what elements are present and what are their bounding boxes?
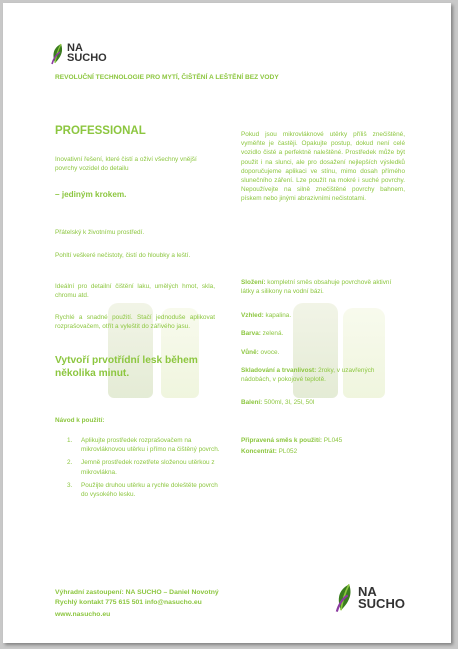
- step-text: Jemně prostředek rozetřete složenou utěrkou z mikrovlákna.: [81, 459, 215, 476]
- slogan: – jediným krokem.: [55, 190, 127, 199]
- leaf-logo-icon: [335, 583, 355, 613]
- spec-value: 500ml, 3l, 25l, 50l: [262, 399, 315, 406]
- howto-steps: [55, 436, 225, 503]
- spec-value: kapalina.: [263, 312, 292, 319]
- product-code-ready: [241, 436, 342, 445]
- product-code-concentrate: [241, 447, 297, 456]
- footer-representation: Výhradní zastoupení: NA SUCHO – Daniel Novotný: [55, 589, 219, 596]
- spec-label: Vůně:: [241, 349, 259, 356]
- spec-value: zelená.: [260, 330, 284, 337]
- logo-text-sucho: SUCHO: [358, 596, 405, 611]
- footer-website: www.nasucho.eu: [55, 611, 111, 618]
- paragraph-usage: Rychlé a snadné použití. Stačí jednoduše aplikovat rozprašovačem, otřít a vyleštit do zářivého jasu.: [55, 314, 215, 331]
- paragraph-instructions: Pokud jsou mikrovláknové utěrky příliš znečištěné, vyměňte je častěji. Opakujte postup, dokud není celé vozidlo čisté a perfektně naleštěné. Prostředek může být použit i na slunci, ale pro dosažení nejlepších výsledků doporučujeme aplikaci ve stínu, mimo dosah přímého slunečního záření. Lze použít na mokré i suché povrchy. Nepoužívejte na silně znečištěné povrchy bahnem, pískem nebo jinými abrazivními nečistotami.: [241, 131, 405, 203]
- code-label: Připravená směs k použití:: [241, 437, 322, 444]
- spec-label: Složení:: [241, 279, 266, 286]
- step-number: 1.: [67, 437, 73, 444]
- spec-value: kompletní směs obsahuje povrchově aktivní látky a silikony na vodní bázi.: [241, 279, 392, 296]
- paragraph-eco: Přátelský k životnímu prostředí.: [55, 229, 145, 236]
- howto-title: Návod k použití:: [55, 417, 105, 424]
- brand-logo-bottom: [335, 583, 405, 613]
- step-text: Použijte druhou utěrku a rychle doleštěte povrch do vysokého lesku.: [81, 481, 218, 499]
- step-text: Aplikujte prostředek rozprašovačem na mikrovláknovou utěrku i přímo na čištěný povrch.: [81, 437, 220, 454]
- spec-label: Barva:: [241, 330, 261, 337]
- code-label: Koncentrát:: [241, 448, 277, 455]
- tagline: REVOLUČNÍ TECHNOLOGIE PRO MYTÍ, ČIŠTĚNÍ A LEŠTĚNÍ BEZ VODY: [55, 74, 279, 81]
- list-item: [55, 481, 225, 499]
- step-number: 2.: [67, 459, 73, 467]
- spec-skladovani: [241, 366, 391, 384]
- list-item: [55, 458, 225, 476]
- logo-text-na: NA: [358, 584, 377, 600]
- intro-text: Inovativní řešení, které čistí a oživí všechny vnější povrchy vozidel do detailu: [55, 156, 197, 173]
- spec-vzhled: [241, 311, 291, 320]
- document-page: [3, 3, 451, 643]
- spec-label: Skladování a trvanlivost:: [241, 367, 317, 374]
- highlight-shine: Vytvoří prvotřídní lesk během několika minut.: [55, 355, 198, 379]
- step-number: 3.: [67, 481, 73, 489]
- spec-value: 2roky, v uzavřených nádobách, v pokojové teplotě.: [241, 367, 375, 384]
- spec-barva: [241, 329, 283, 338]
- list-item: [55, 436, 225, 454]
- logo-text-na: NA: [67, 42, 83, 55]
- heading-professional: PROFESSIONAL: [55, 125, 146, 137]
- paragraph-ideal: Ideální pro detailní čištění laku, umělých hmot, skla, chromu atd.: [55, 283, 215, 300]
- logo-text-sucho: SUCHO: [67, 52, 107, 64]
- spec-label: Balení:: [241, 399, 263, 406]
- spec-baleni: [241, 398, 314, 407]
- bottle-image-right-2: [343, 308, 385, 398]
- paragraph-clean: Pohltí veškeré nečistoty, čistí do hloubky a leští.: [55, 252, 191, 259]
- spec-label: Vzhled:: [241, 312, 264, 319]
- leaf-logo-icon: [51, 43, 65, 65]
- spec-slozeni: [241, 278, 405, 296]
- spec-vune: [241, 348, 279, 357]
- code-value: PL045: [321, 437, 343, 444]
- footer-contact: Rychlý kontakt 775 615 501 info@nasucho.eu: [55, 599, 202, 606]
- brand-logo-top: [51, 43, 107, 65]
- spec-value: ovoce.: [258, 349, 280, 356]
- code-value: PL052: [276, 448, 298, 455]
